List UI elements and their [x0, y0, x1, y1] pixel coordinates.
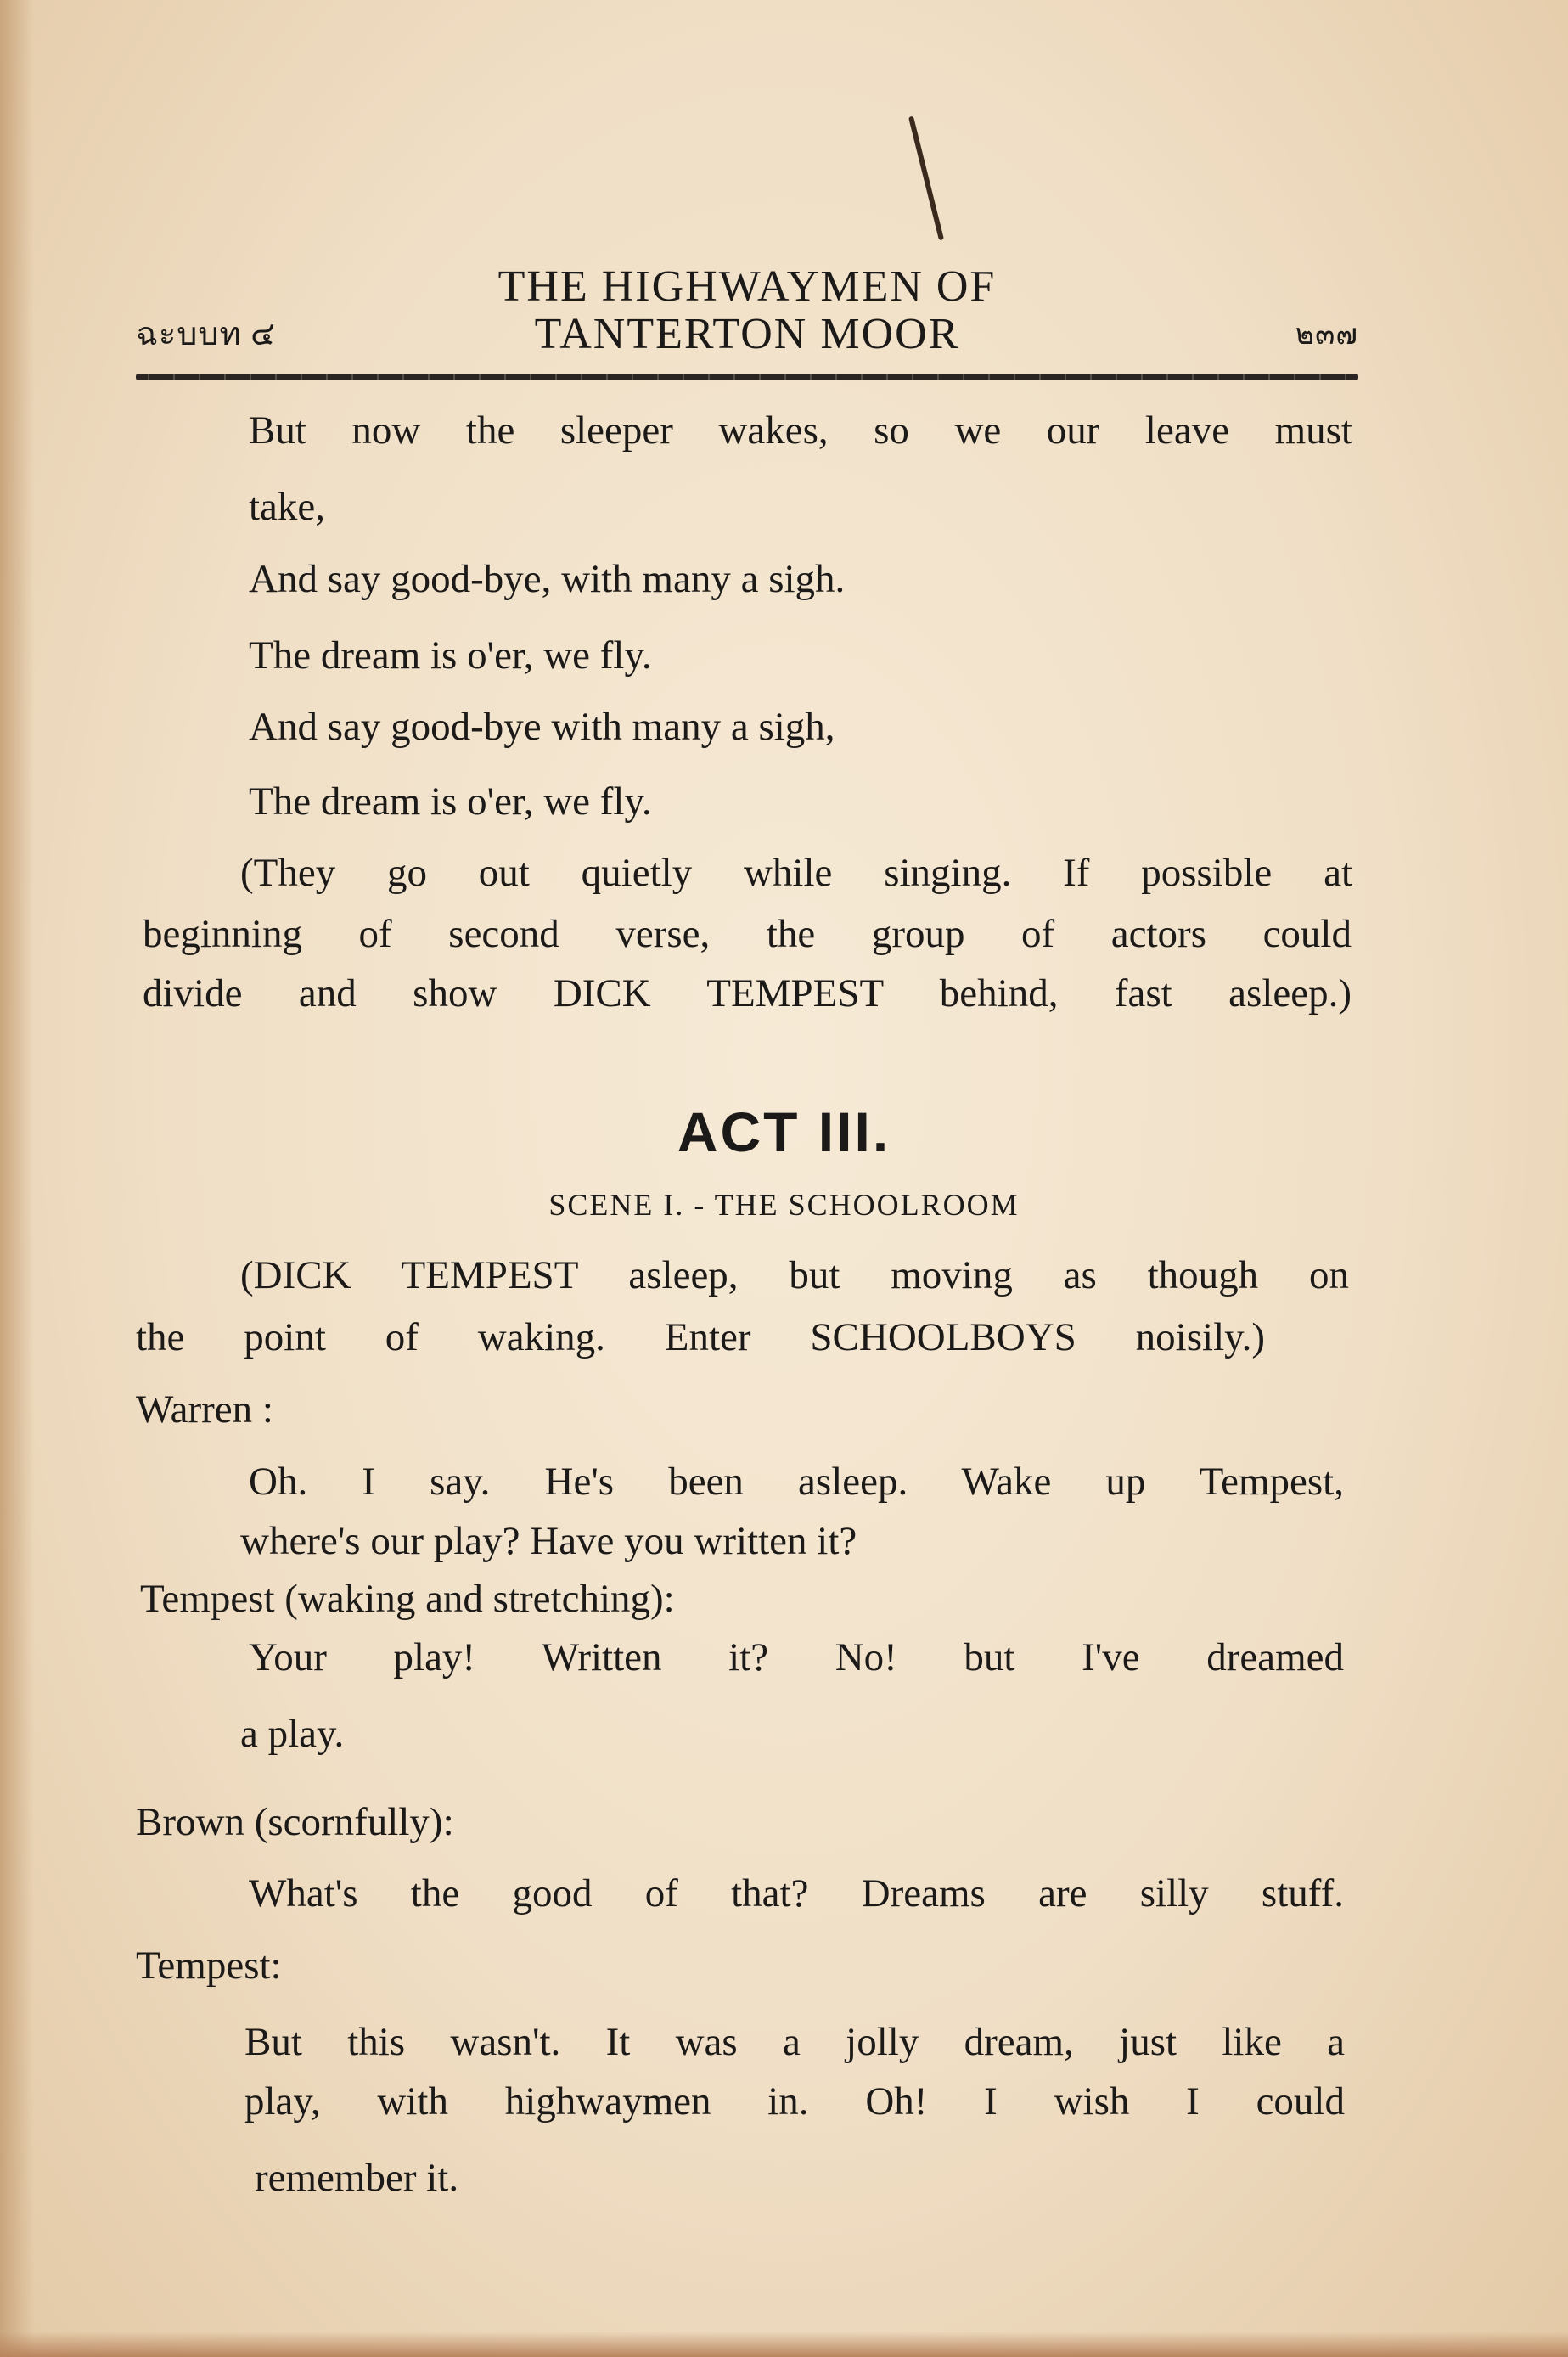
dialogue-line: a play. — [240, 1712, 345, 1756]
stage-direction-line: (DICK TEMPEST asleep, but moving as though on — [240, 1253, 1349, 1297]
song-line: But now the sleeper wakes, so we our leave must — [249, 408, 1352, 453]
running-title-line-1: THE HIGHWAYMEN OF — [497, 262, 997, 311]
act-heading: ACT III. — [677, 1100, 891, 1163]
dialogue-line: remember it. — [255, 2156, 459, 2200]
speaker-name: Tempest: — [136, 1944, 282, 1988]
stage-direction-line: divide and show DICK TEMPEST behind, fast asleep.) — [143, 971, 1352, 1015]
song-line: And say good-bye, with many a sigh. — [249, 557, 846, 601]
dialogue-line: But this wasn't. It was a jolly dream, just like a — [244, 2020, 1345, 2064]
running-title — [391, 263, 1104, 358]
page-edge-shadow — [0, 0, 34, 2357]
song-line: And say good-bye with many a sigh, — [249, 705, 835, 749]
page-number: ๒๓๗ — [1295, 319, 1358, 351]
stage-direction-line: the point of waking. Enter SCHOOLBOYS noisily.) — [136, 1315, 1265, 1359]
running-header — [136, 263, 1358, 365]
header-left-mark: ฉะบบท ๔ — [136, 317, 276, 352]
speaker-name: Brown (scornfully): — [136, 1800, 454, 1844]
dialogue-line: What's the good of that? Dreams are silly stuff. — [249, 1871, 1344, 1915]
running-title-line-2: TANTERTON MOOR — [534, 310, 960, 358]
speaker-name: Warren : — [136, 1387, 273, 1432]
dialogue-line: where's our play? Have you written it? — [240, 1519, 857, 1563]
dialogue-line: Your play! Written it? No! but I've dreamed — [249, 1635, 1344, 1679]
song-line: The dream is o'er, we fly. — [249, 633, 652, 678]
dialogue-line: Oh. I say. He's been asleep. Wake up Tempest, — [249, 1460, 1344, 1504]
header-rule — [136, 374, 1358, 380]
scene-heading: SCENE I. - THE SCHOOLROOM — [548, 1188, 1020, 1222]
stage-direction-line: beginning of second verse, the group of actors could — [143, 912, 1352, 956]
song-line: take, — [249, 485, 326, 529]
speaker-name: Tempest (waking and stretching): — [140, 1577, 675, 1621]
song-line: The dream is o'er, we fly. — [249, 779, 652, 824]
dialogue-line: play, with highwaymen in. Oh! I wish I could — [244, 2079, 1345, 2124]
stage-direction-line: (They go out quietly while singing. If possible at — [240, 851, 1352, 895]
page-bottom-edge — [0, 2332, 1568, 2357]
